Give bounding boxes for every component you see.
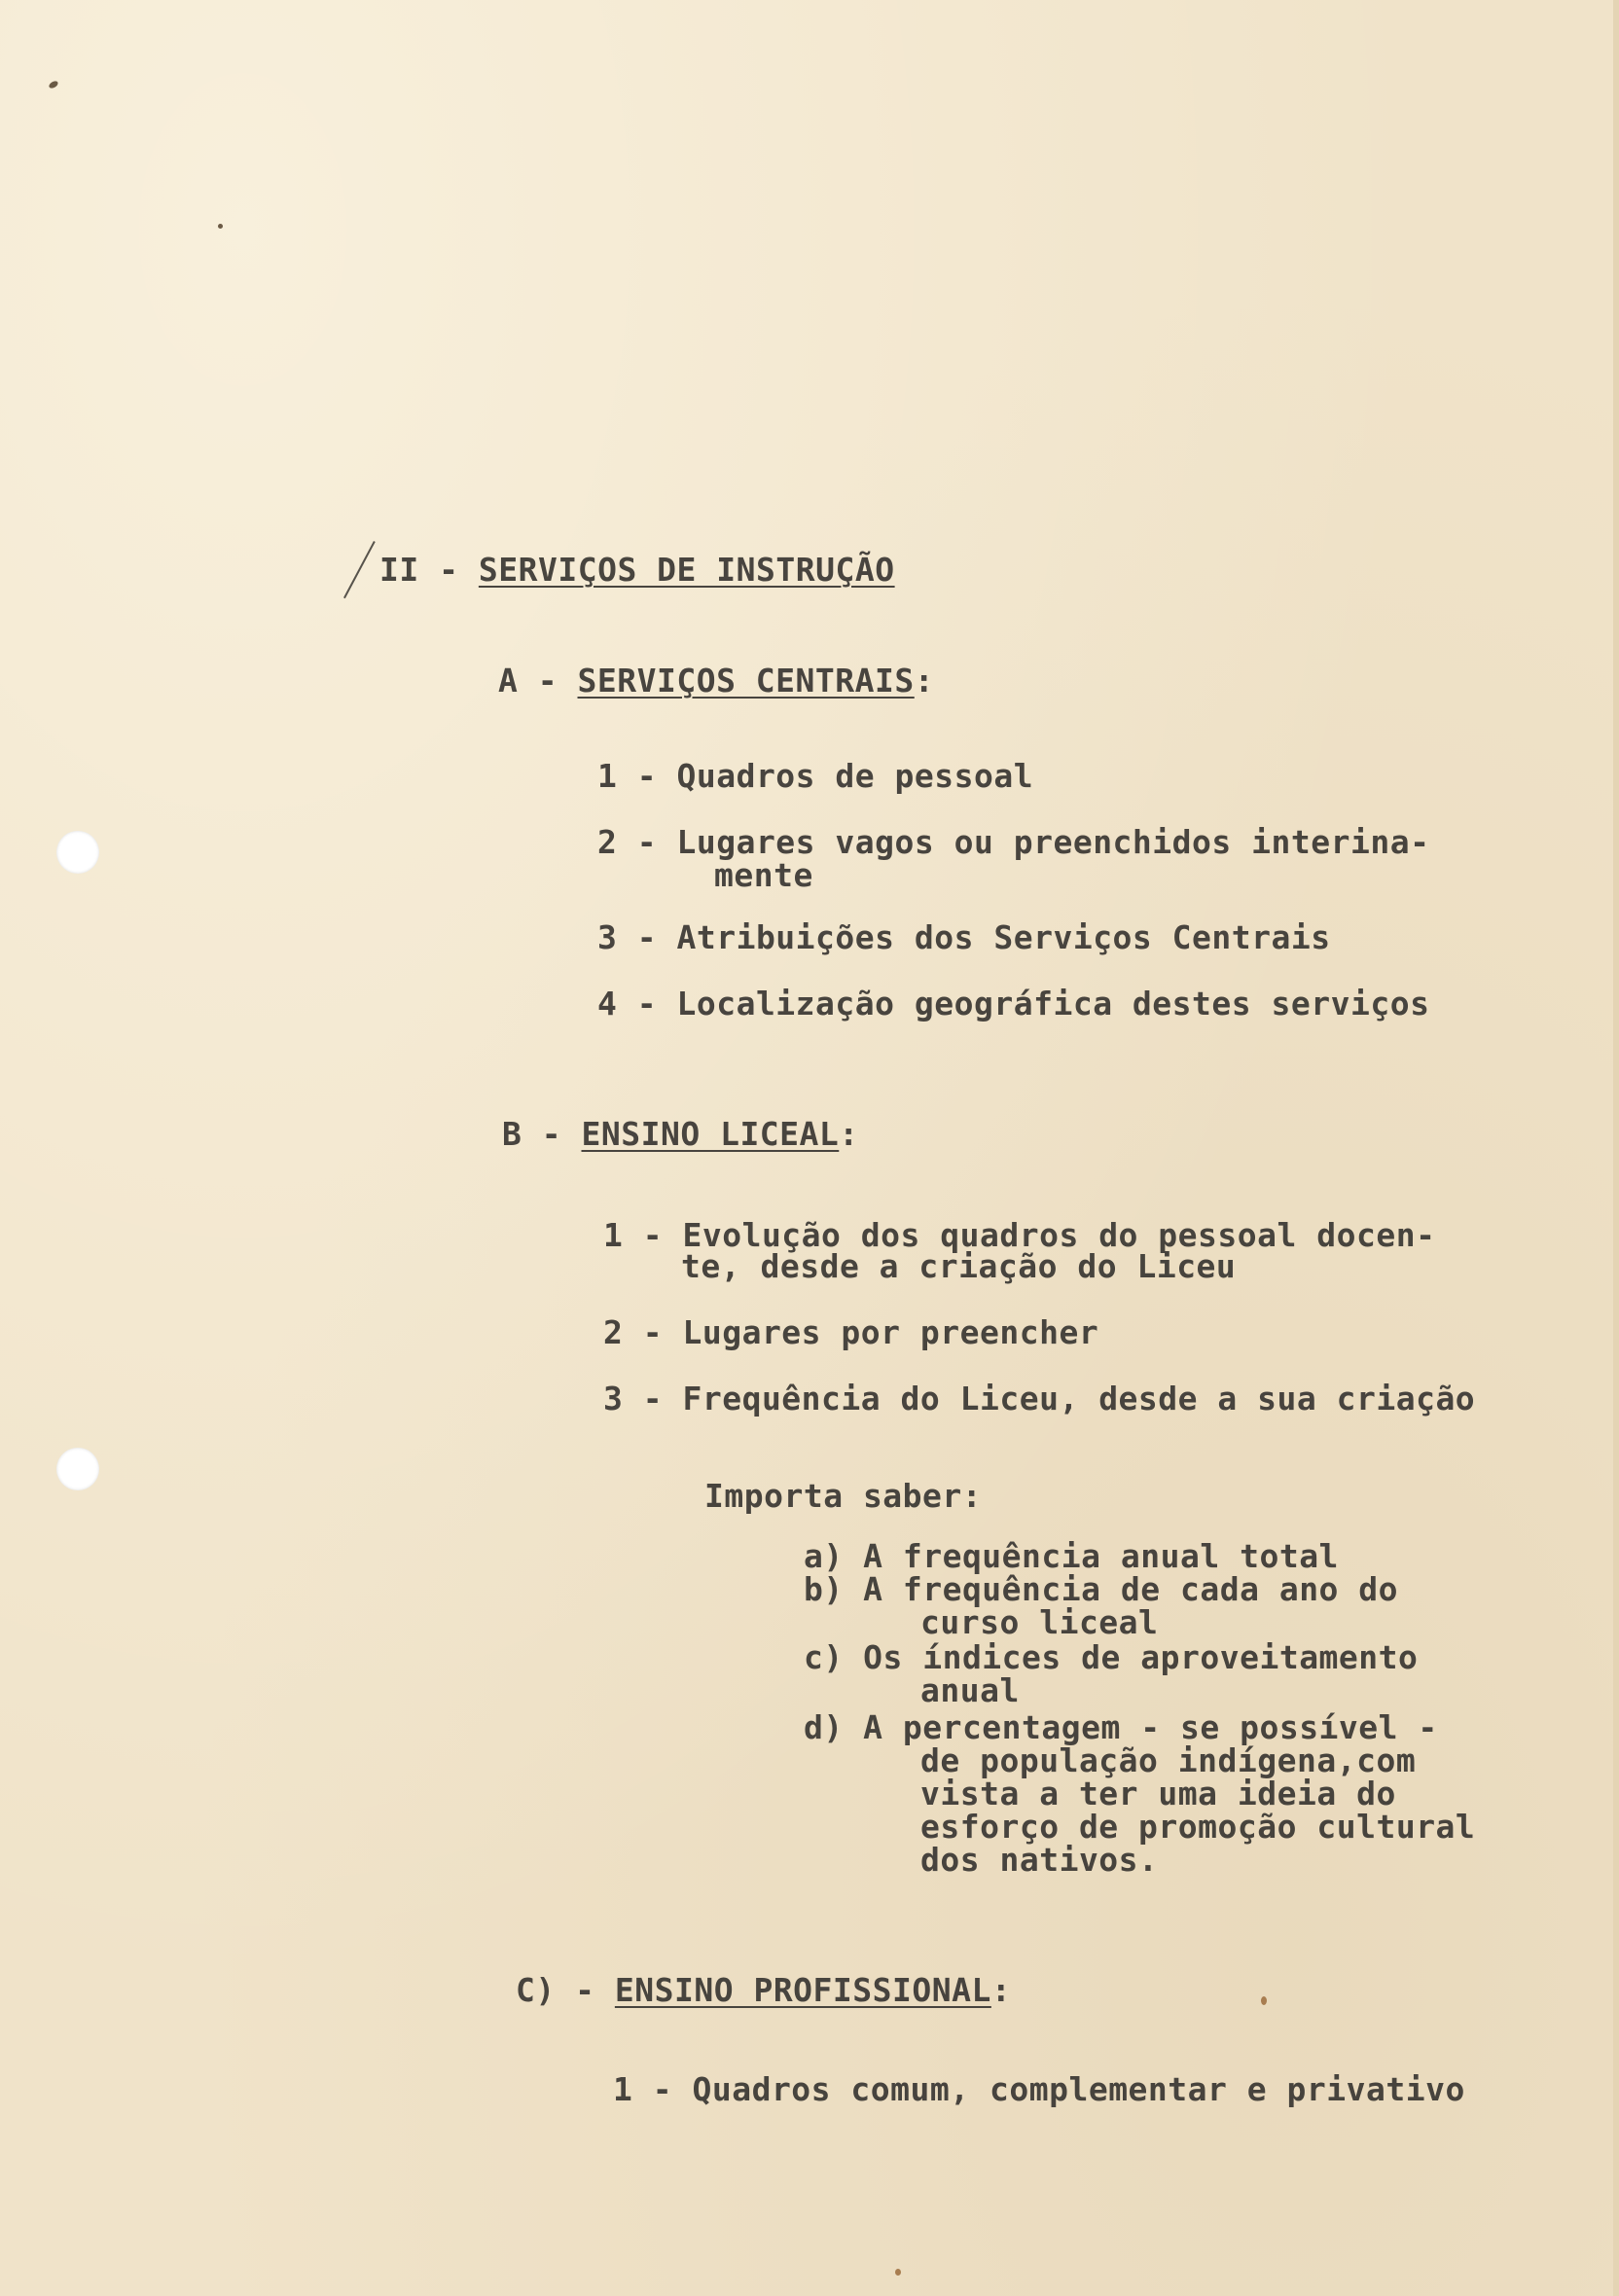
paper-speck <box>1261 1996 1267 2005</box>
section-c-title: ENSINO PROFISSIONAL <box>614 1971 991 2009</box>
section-b-subitem-continuation: esforço de promoção cultural <box>920 1808 1476 1846</box>
document-heading <box>379 551 895 589</box>
section-c-item: 1 - Quadros comum, complementar e privativo <box>613 2070 1465 2108</box>
section-b-subitem-continuation: curso liceal <box>920 1603 1159 1641</box>
section-b-note: Importa saber: <box>704 1477 983 1515</box>
page-edge <box>1613 0 1619 2296</box>
punch-hole-bottom <box>56 1448 99 1490</box>
section-c-heading <box>516 1971 1011 2009</box>
section-b-subitem-continuation: de população indígena,com <box>920 1741 1417 1779</box>
section-a-title: SERVIÇOS CENTRAIS <box>577 662 915 700</box>
section-b-item: 3 - Frequência do Liceu, desde a sua criação <box>603 1380 1476 1417</box>
paper-speck <box>48 80 59 90</box>
section-b-title: ENSINO LICEAL <box>581 1115 840 1153</box>
punch-hole-top <box>56 831 99 874</box>
section-b-subitem: a) A frequência anual total <box>804 1537 1339 1575</box>
section-a-label: A <box>498 662 519 700</box>
section-b-separator: - <box>541 1115 562 1153</box>
heading-title: SERVIÇOS DE INSTRUÇÃO <box>478 551 895 589</box>
section-a-colon: : <box>914 662 935 700</box>
heading-separator: - <box>439 551 459 589</box>
section-c-label: C) <box>516 1971 556 2009</box>
section-a-item-continuation: mente <box>714 856 813 894</box>
paper-speck <box>218 224 223 229</box>
section-a-item: 4 - Localização geográfica destes serviços <box>597 985 1430 1022</box>
section-a-item: 1 - Quadros de pessoal <box>597 757 1034 795</box>
section-b-colon: : <box>839 1115 859 1153</box>
heading-numeral: II <box>379 551 419 589</box>
paper-speck <box>895 2269 901 2276</box>
section-b-item-continuation: te, desde a criação do Liceu <box>681 1247 1237 1285</box>
section-b-subitem: d) A percentagem - se possível - <box>804 1708 1438 1746</box>
section-a-heading <box>498 662 934 700</box>
section-b-label: B <box>502 1115 522 1153</box>
section-b-heading <box>502 1115 859 1153</box>
section-c-colon: : <box>990 1971 1012 2009</box>
section-a-separator: - <box>537 662 558 700</box>
section-b-subitem-continuation: anual <box>920 1671 1020 1709</box>
section-b-subitem-continuation: vista a ter uma ideia do <box>920 1775 1396 1812</box>
section-b-subitem: b) A frequência de cada ano do <box>804 1570 1399 1608</box>
section-b-item: 2 - Lugares por preencher <box>603 1313 1099 1351</box>
section-b-subitem-continuation: dos nativos. <box>920 1841 1159 1879</box>
section-a-item: 3 - Atribuições dos Serviços Centrais <box>597 918 1331 956</box>
section-a-item: 2 - Lugares vagos ou preenchidos interina- <box>597 823 1430 861</box>
section-c-separator: - <box>575 1971 595 2009</box>
section-b-item: 1 - Evolução dos quadros do pessoal docen- <box>603 1216 1436 1254</box>
section-b-subitem: c) Os índices de aproveitamento <box>804 1638 1419 1676</box>
